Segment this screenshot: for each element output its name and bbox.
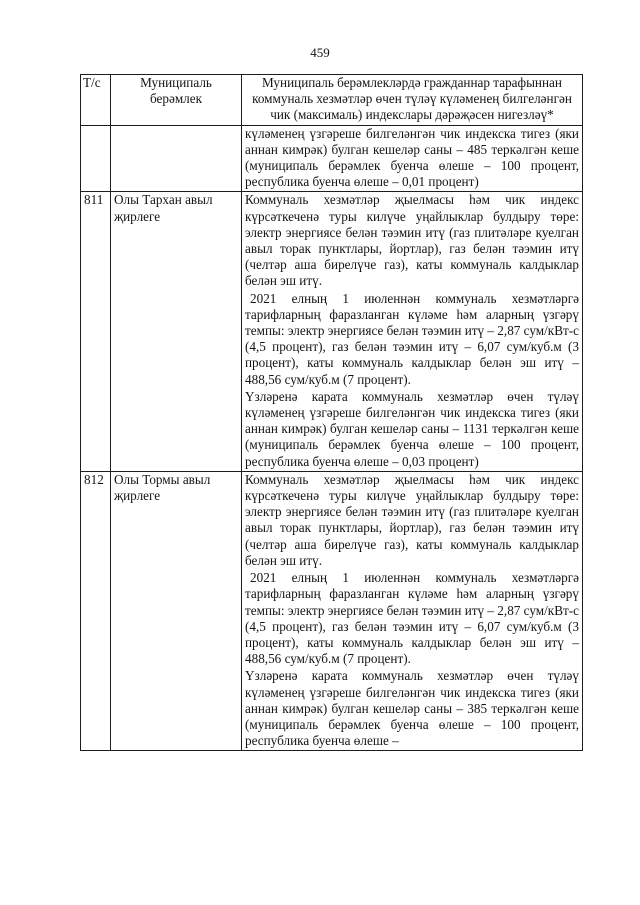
page-number: 459 [310,45,330,60]
paragraph-tariffs: 2021 елның 1 июленнән коммуналь хезмәтләргә тарифларның фаразланган күләме һәм аларның үзгәрү темпы: электр энергиясе белән тәэмин итү – 2,87 сум/кВт-с (4,5 процент), газ белән тәэмин итү – 6,07 сум/куб.м (3 процент), каты коммуналь калдыклар белән эш итү – 488,56 сум/куб.м (7 процент). [245,570,579,667]
row-number: 811 [81,192,111,471]
paragraph-services: Коммуналь хезмәтләр җыелмасы һәм чик индекс күрсәткеченә туры килүче уңайлыклар булдыру төре: электр энергиясе белән тәэмин итү (газ плитәләре куелган авыл торак пунктлары, йортлар), газ белән тәэмин итү (челтәр аша бирелүче газ), каты коммуналь калдыклар белән эш итү. [245,471,579,568]
table-row [81,471,583,750]
municipality-name: Олы Тархан авыл җирлеге [111,192,242,471]
row-description [242,471,583,750]
cell-content: күләменең үзгәреше билгеләнгән чик индекска тигез (яки аннан кимрәк) булган кешеләр саны – 485 теркәлгән кеше (муниципаль берәмлек буенча өлеше – 100 процент, республика буенча өлеше – 0,01 процент) [242,125,583,192]
header-num: Т/с [81,75,111,126]
row-number: 812 [81,471,111,750]
table-row-continuation [81,125,583,192]
header-description: Муниципаль берәмлекләрдә гражданнар тарафыннан коммуналь хезмәтләр өчен түләү күләменең билгеләнгән чик (максималь) индекслары дәрәҗәсен нигезләү* [242,75,583,126]
cell-num [81,125,111,192]
paragraph-services: Коммуналь хезмәтләр җыелмасы һәм чик индекс күрсәткеченә туры килүче уңайлыклар булдыру төре: электр энергиясе белән тәэмин итү (газ плитәләре куелган авыл торак пунктлары, йортлар), газ белән тәэмин итү (челтәр аша бирелүче газ), каты коммуналь калдыклар белән эш итү. [245,192,579,289]
paragraph-population: Үзләренә карата коммуналь хезмәтләр өчен түләү күләменең үзгәреше билгеләнгән чик индекска тигез (яки аннан кимрәк) булган кешеләр саны – 385 теркәлгән кеше (муниципаль берәмлек буенча өлеше – 100 процент, республика буенча өлеше – [245,668,579,749]
municipal-index-table [80,74,583,751]
paragraph-tariffs: 2021 елның 1 июленнән коммуналь хезмәтләргә тарифларның фаразланган күләме һәм аларның үзгәрү темпы: электр энергиясе белән тәэмин итү – 2,87 сум/кВт-с (4,5 процент), газ белән тәэмин итү – 6,07 сум/куб.м (3 процент), каты коммуналь калдыклар белән эш итү – 488,56 сум/куб.м (7 процент). [245,290,579,387]
cell-name [111,125,242,192]
table-header-row [81,75,583,126]
header-municipality: Муниципаль берәмлек [111,75,242,126]
row-description [242,192,583,471]
paragraph-population: Үзләренә карата коммуналь хезмәтләр өчен түләү күләменең үзгәреше билгеләнгән чик индекска тигез (яки аннан кимрәк) булган кешеләр саны – 1131 теркәлгән кеше (муниципаль берәмлек буенча өлеше – 100 процент, республика буенча өлеше – 0,03 процент) [245,388,579,469]
municipality-name: Олы Тормы авыл җирлеге [111,471,242,750]
table-row [81,192,583,471]
